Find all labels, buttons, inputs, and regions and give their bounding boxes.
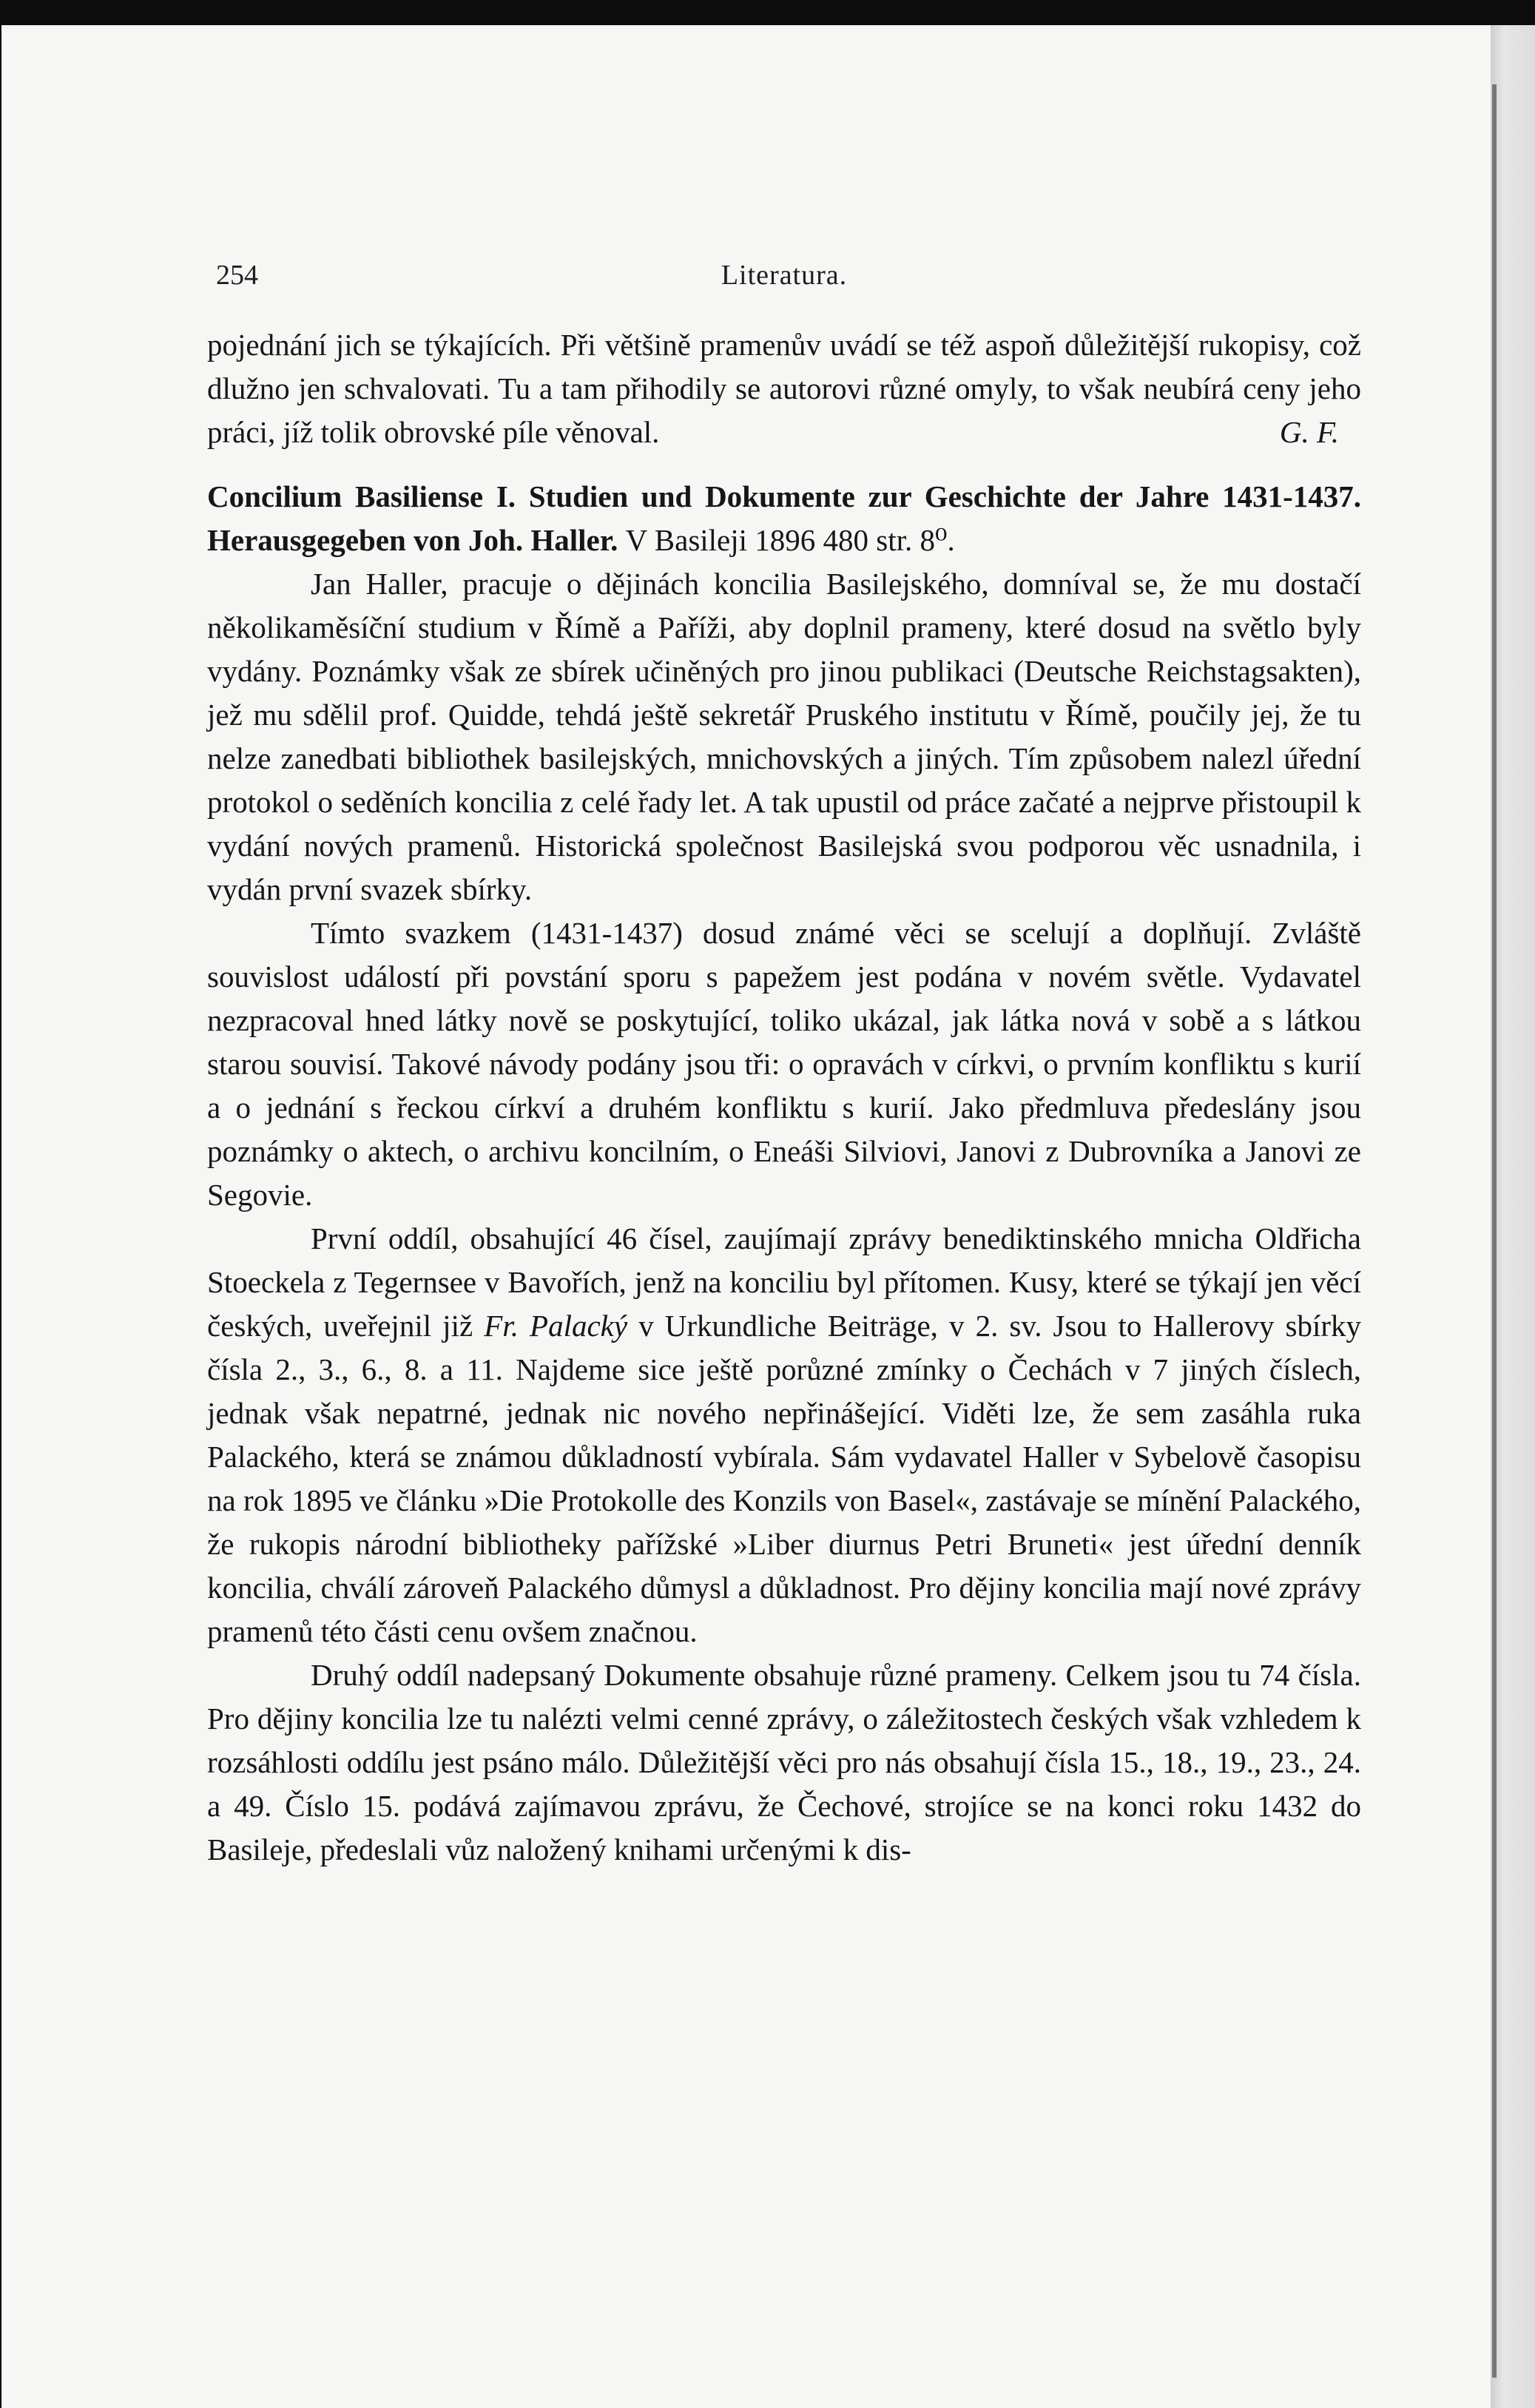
author-name-italic: Fr. Palacký: [484, 1309, 628, 1343]
review-heading: [207, 475, 1361, 562]
running-title: Literatura.: [721, 260, 848, 291]
review-title: Concilium Basiliense I. Studien und Dokumente zur Geschichte der Jahre 1431-1437. Herausgegeben von Joh. Haller.: [207, 479, 1361, 557]
running-header: [207, 259, 1361, 296]
author-signature: G. F.: [1279, 415, 1339, 449]
page-edge-shadow: [1491, 25, 1535, 2408]
body-text: [207, 323, 1361, 1872]
paragraph: Tímto svazkem (1431-1437) dosud známé věci se scelují a doplňují. Zvláště souvislost událostí při povstání sporu s papežem jest podána v novém světle. Vydavatel nezpracoval hned látky nově se poskytující, toliko ukázal, jak látka nová v sobě a s látkou starou souvisí. Takové návody podány jsou tři: o opravách v církvi, o prvním konfliktu s kurií a o jednání s řeckou církví a druhém konfliktu s kurií. Jako předmluva předeslány jsou poznámky o aktech, o archivu koncilním, o Eneáši Silviovi, Janovi z Dubrovníka a Janovi ze Segovie.: [207, 916, 1361, 1212]
paragraph: Druhý oddíl nadepsaný Dokumente obsahuje různé prameny. Celkem jsou tu 74 čísla. Pro dějiny koncilia lze tu nalézti velmi cenné zprávy, o záležitostech českých však vzhledem k rozsáhlosti oddílu jest psáno málo. Důležitější věci pro nás obsahují čísla 15., 18., 19., 23., 24. a 49. Číslo 15. podává zajímavou zprávu, že Čechové, strojíce se na konci roku 1432 do Basileje, předeslali vůz naložený knihami určenými k dis-: [207, 1658, 1361, 1866]
paragraph-part: První oddíl, obsahující 46 čísel, zaujímají zprávy benediktinského mnicha Oldřicha Stoeckela z Tegernsee v Bavořích, jenž na konciliu byl přítomen. Kusy, které se týkají jen věcí českých, uveřejnil již: [207, 1221, 1361, 1343]
paragraph-continuation: pojednání jich se týkajících. Při většině pramenův uvádí se též aspoň důležitější rukopisy, což dlužno jen schvalovati. Tu a tam přihodily se autorovi různé omyly, to však neubírá ceny jeho práci, jíž tolik obrovské píle věnoval.: [207, 328, 1361, 449]
page-number: 254: [216, 260, 258, 291]
paragraph: Jan Haller, pracuje o dějinách koncilia Basilejského, domníval se, že mu dostačí několikaměsíční studium v Římě a Paříži, aby doplnil prameny, které dosud na světlo byly vydány. Poznámky však ze sbírek učiněných pro jinou publikaci (Deutsche Reichstagsakten), jež mu sdělil prof. Quidde, tehdá ještě sekretář Pruského institutu v Římě, poučily jej, že tu nelze zanedbati bibliothek basilejských, mnichovských a jiných. Tím způsobem nalezl úřední protokol o seděních koncilia z celé řady let. A tak upustil od práce začaté a nejprve přistoupil k vydání nových pramenů. Historická společnost Basilejská svou podporou věc usnadnila, i vydán první svazek sbírky.: [207, 567, 1361, 906]
paragraph-part: v Urkundliche Beiträge, v 2. sv. Jsou to Hallerovy sbírky čísla 2., 3., 6., 8. a 11. Najdeme sice ještě porůzné zmínky o Čechách v 7 jiných číslech, jednak však nepatrné, jednak nic nového nepřinášející. Viděti lze, že sem zasáhla ruka Palackého, která se známou důkladností vybírala. Sám vydavatel Haller v Sybelově časopisu na rok 1895 ve článku »Die Protokolle des Konzils von Basel«, zastávaje se mínění Palackého, že rukopis národní bibliotheky pařížské »Liber diurnus Petri Bruneti« jest úřední denník koncilia, chválí zároveň Palackého důmysl a důkladnost. Pro dějiny koncilia mají nové zprávy pramenů této části cenu ovšem značnou.: [207, 1309, 1362, 1648]
review-publication-info: V Basileji 1896 480 str. 8⁰.: [625, 523, 955, 557]
binding-edge: [1492, 84, 1497, 2378]
paragraph: [207, 1217, 1361, 1653]
